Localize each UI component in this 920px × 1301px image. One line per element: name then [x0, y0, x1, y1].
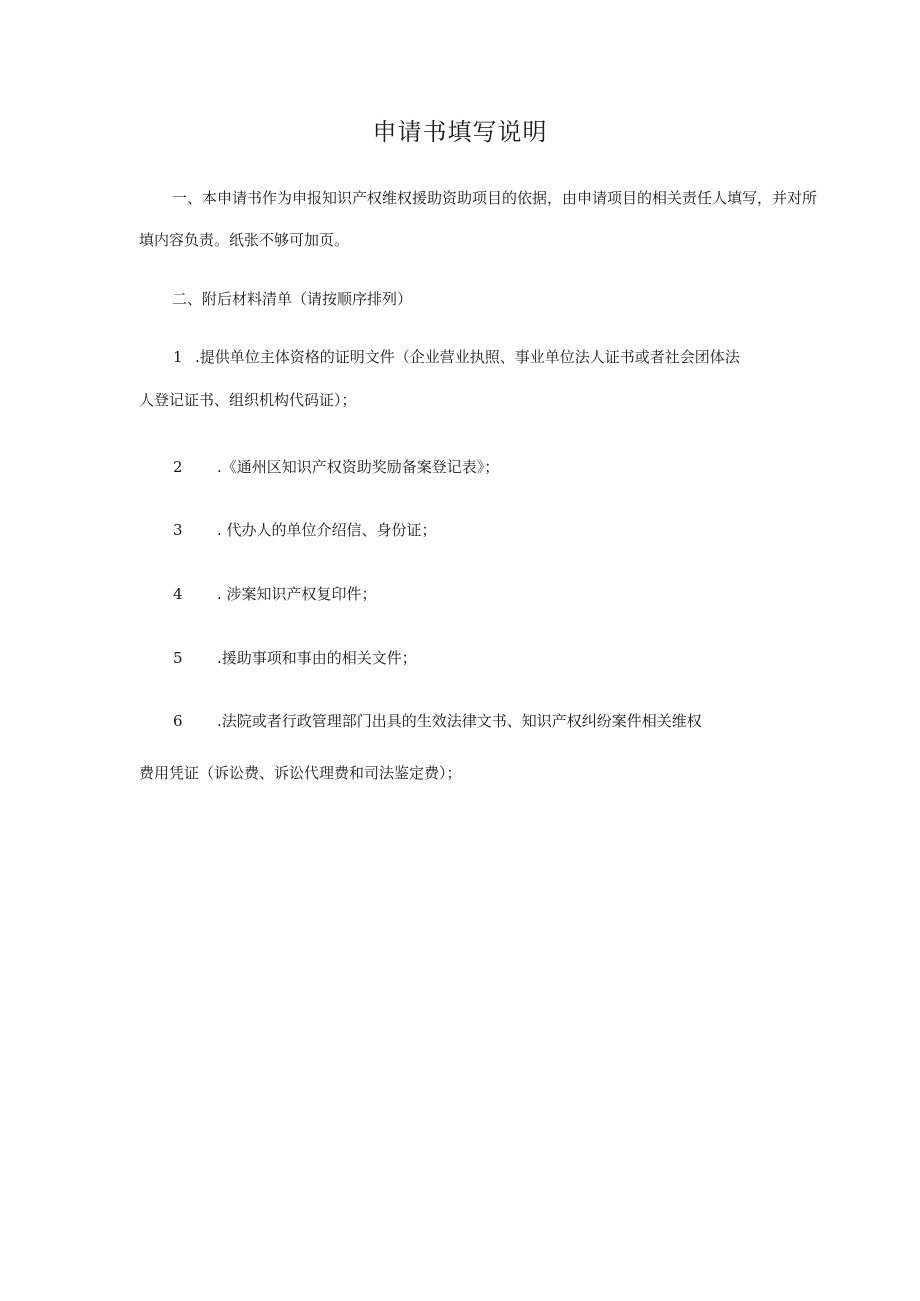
list-item-number: 4 [173, 585, 183, 603]
list-item-4 [173, 584, 377, 604]
list-item-5 [173, 648, 417, 668]
list-item-number: 2 [173, 458, 183, 476]
list-item-6 [173, 711, 702, 731]
list-item-text: .援助事项和事由的相关文件； [217, 649, 417, 667]
list-item-text: .提供单位主体资格的证明文件（企业营业执照、事业单位法人证书或者社会团体法 [195, 348, 740, 366]
list-item-text: .《通州区知识产权资助奖励备案登记表》； [217, 458, 500, 476]
section-2-heading: 二、附后材料清单（请按顺序排列） [172, 290, 413, 308]
list-item-1 [173, 347, 740, 367]
list-item-6-continuation: 费用凭证（诉讼费、诉讼代理费和司法鉴定费）； [139, 764, 462, 782]
list-item-number: 3 [173, 521, 183, 539]
list-item-text: . 代办人的单位介绍信、身份证； [217, 521, 437, 539]
section-1-paragraph: 一、本申请书作为申报知识产权维权援助资助项目的依据，由申请项目的相关责任人填写，并对所填内容负责。纸张不够可加页。 [139, 189, 818, 249]
list-item-number: 6 [173, 712, 183, 730]
list-item-number: 5 [173, 649, 183, 667]
page-title: 申请书填写说明 [372, 118, 548, 146]
list-item-3 [173, 520, 437, 540]
list-item-1-continuation: 人登记证书、组织机构代码证）； [139, 391, 357, 409]
list-item-text: .法院或者行政管理部门出具的生效法律文书、知识产权纠纷案件相关维权 [217, 712, 702, 730]
list-item-number: 1 [173, 348, 183, 366]
list-item-text: . 涉案知识产权复印件； [217, 585, 377, 603]
list-item-2 [173, 457, 499, 477]
